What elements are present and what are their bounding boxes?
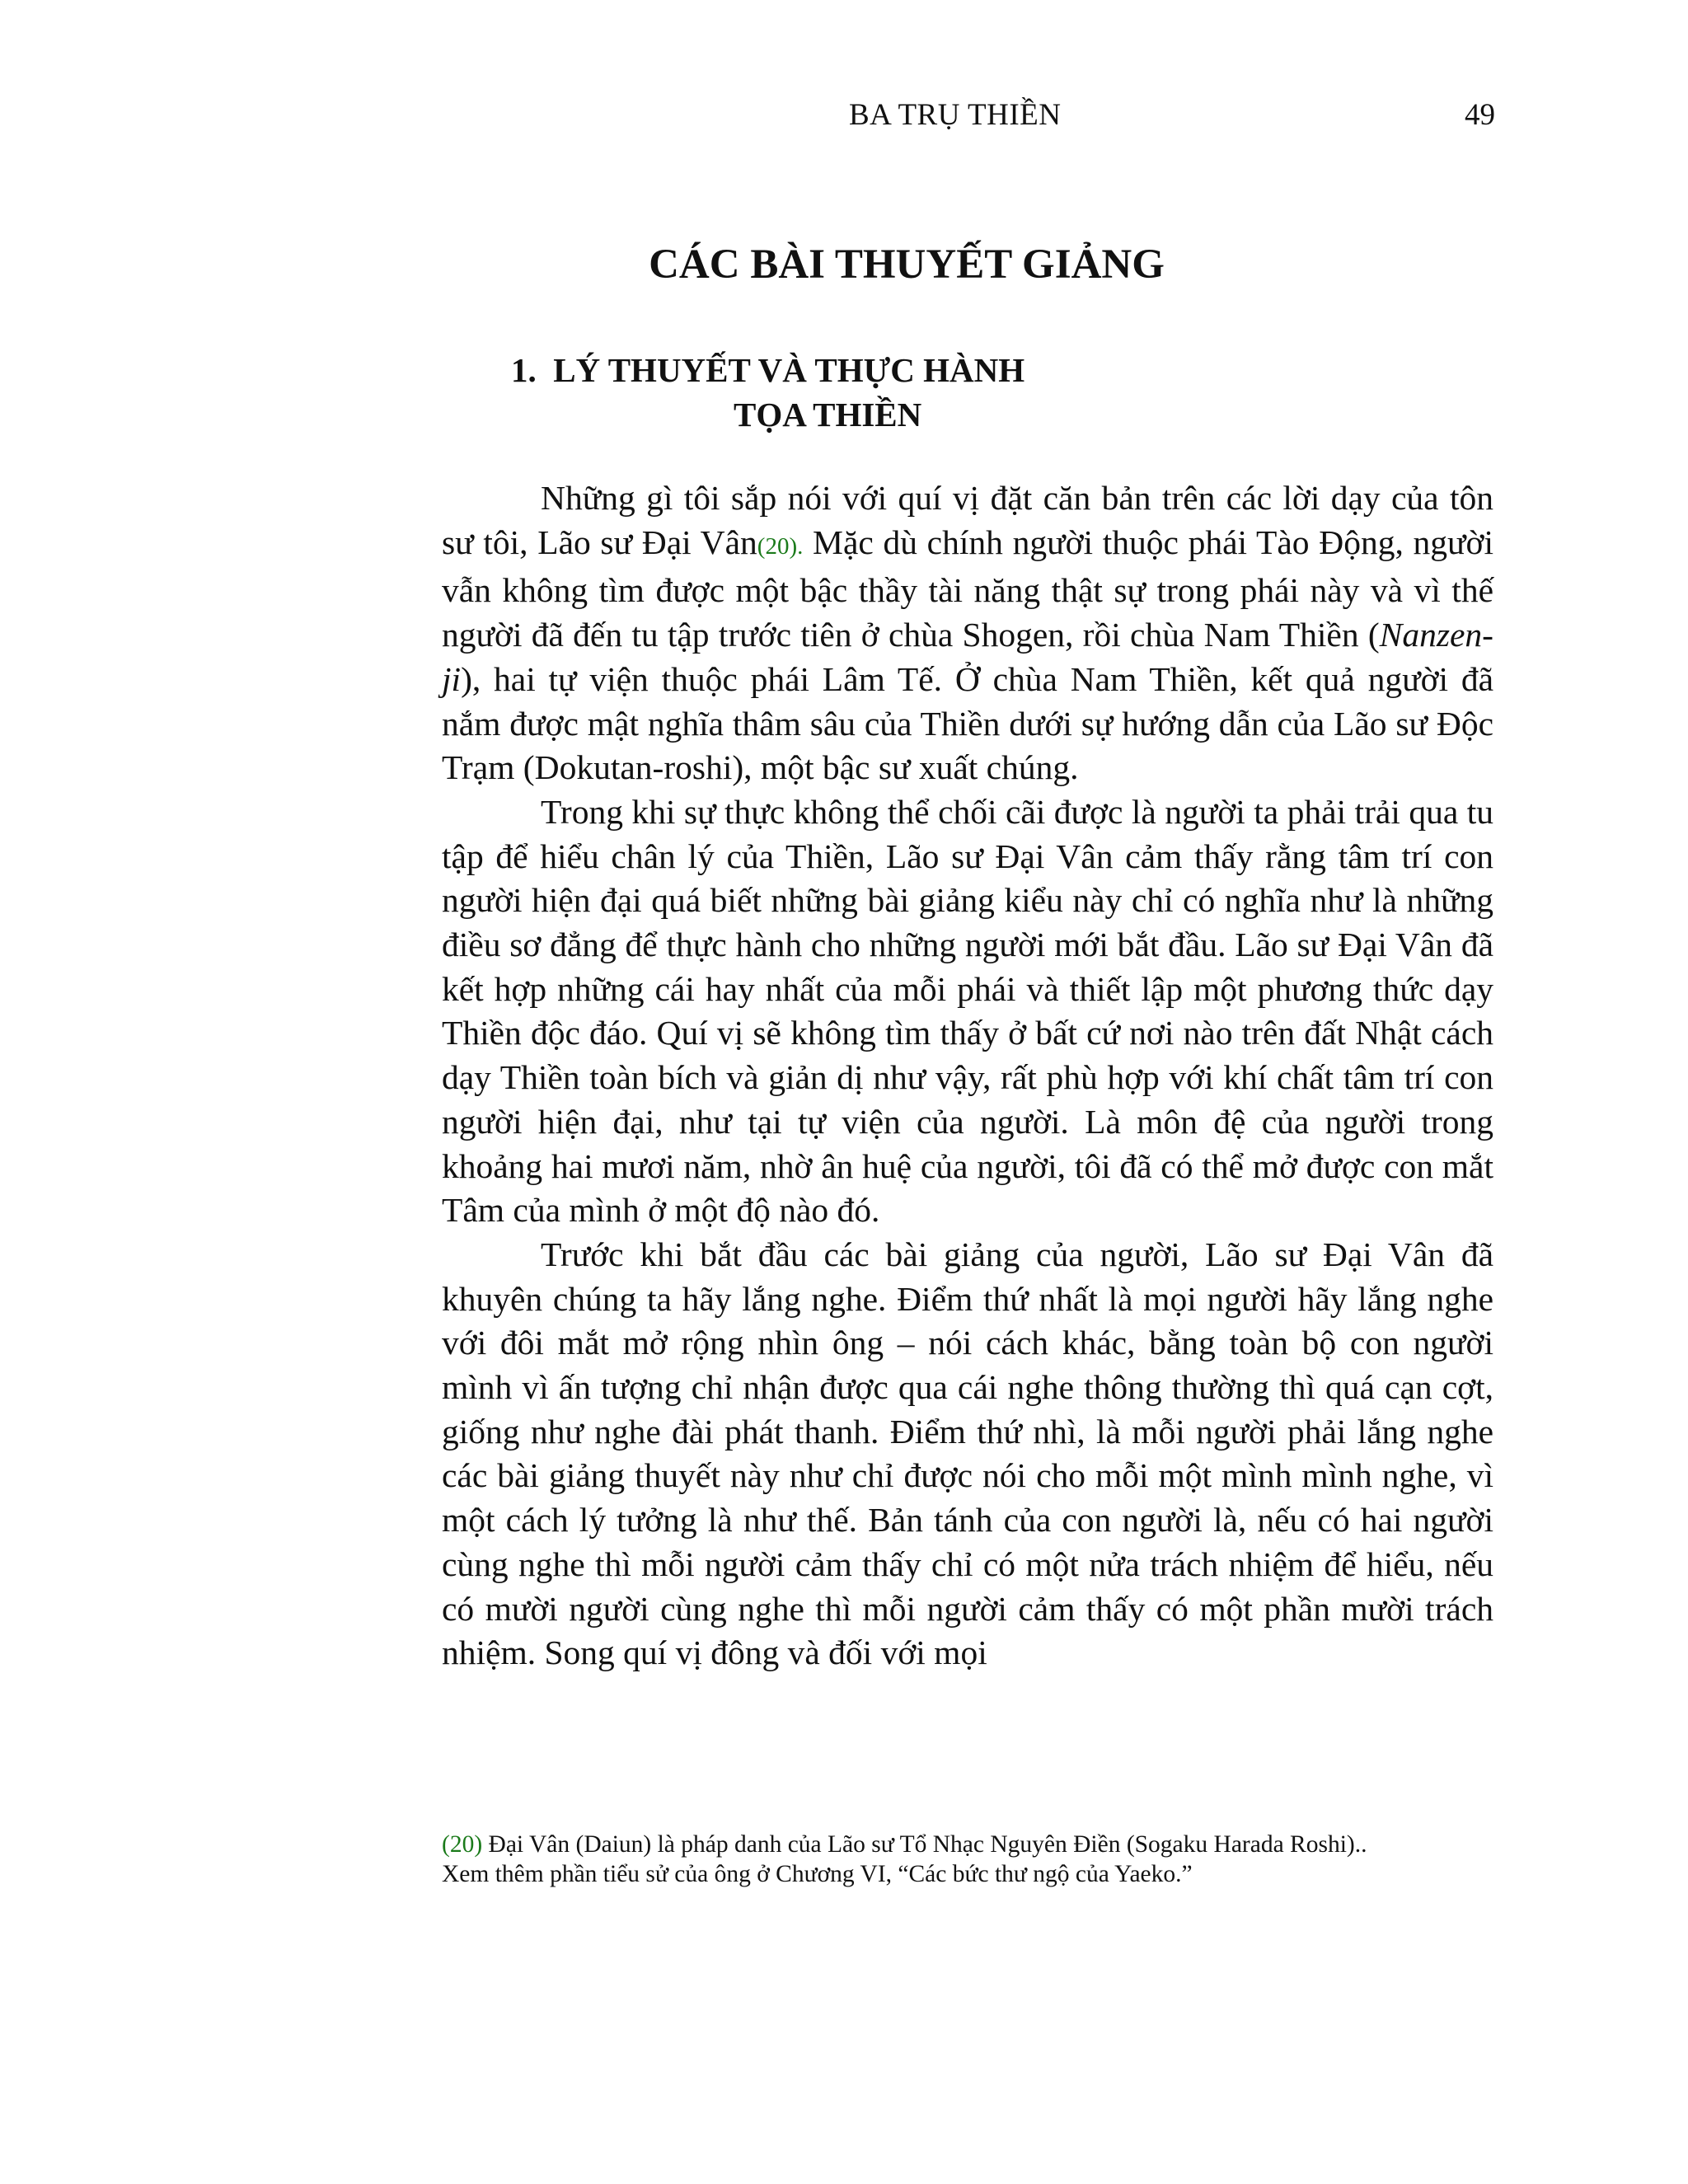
- body-text: [442, 476, 1493, 1675]
- paragraph-3: Trước khi bắt đầu các bài giảng của người, Lão sư Đại Vân đã khuyên chúng ta hãy lắng nghe. Điểm thứ nhất là mọi người hãy lắng nghe với đôi mắt mở rộng nhìn ông – nói cách khác, bằng toàn bộ con người mình vì ấn tượng chỉ nhận được qua cái nghe thông thường thì quá cạn cợt, giống như nghe đài phát thanh. Điểm thứ nhì, là mỗi người phải lắng nghe các bài giảng thuyết này như chỉ được nói cho mỗi một mình mình nghe, vì một cách lý tưởng là như thế. Bản tánh của con người là, nếu có hai người cùng nghe thì mỗi người cảm thấy chỉ có một nửa trách nhiệm để hiểu, nếu có mười người cùng nghe thì mỗi người cảm thấy có một phần mười trách nhiệm. Song quí vị đông và đối với mọi: [442, 1235, 1493, 1672]
- page-number: 49: [1465, 98, 1495, 132]
- footnote-line1: Đại Vân (Daiun) là pháp danh của Lão sư Tổ Nhạc Nguyên Điền (Sogaku Harada Roshi)..: [482, 1831, 1367, 1858]
- running-title: BA TRỤ THIỀN: [849, 98, 1062, 132]
- footnote-reference-20[interactable]: (20).: [757, 532, 804, 560]
- paragraph-1-italic: Nanzen-ji: [442, 616, 1493, 698]
- paragraph-1-part-c: ), hai tự viện thuộc phái Lâm Tế. Ở chùa Nam Thiền, kết quả người đã nắm được mật nghĩa thâm sâu của Thiền dưới sự hướng dẫn của Lão sư Độc Trạm (Dokutan-roshi), một bậc sư xuất chúng.: [442, 659, 1493, 787]
- section-title-line1: LÝ THUYẾT VÀ THỰC HÀNH: [553, 351, 1025, 389]
- footnote: [442, 1830, 1505, 1889]
- footnote-line2: Xem thêm phần tiểu sử của ông ở Chương VI, “Các bức thư ngộ của Yaeko.”: [442, 1861, 1193, 1887]
- section-title: [511, 348, 1025, 437]
- footnote-marker: (20): [442, 1831, 483, 1858]
- section-title-line2: TỌA THIỀN: [734, 396, 922, 434]
- paragraph-1: [442, 476, 1493, 790]
- paragraph-2: Trong khi sự thực không thể chối cãi được là người ta phải trải qua tu tập để hiểu chân lý của Thiền, Lão sư Đại Vân cảm thấy rằng tâm trí con người hiện đại quá biết những bài giảng kiểu này chỉ có nghĩa như là những điều sơ đẳng để thực hành cho những người mới bắt đầu. Lão sư Đại Vân đã kết hợp những cái hay nhất của mỗi phái và thiết lập một phương thức dạy Thiền độc đáo. Quí vị sẽ không tìm thấy ở bất cứ nơi nào trên đất Nhật cách dạy Thiền toàn bích và giản dị như vậy, rất phù hợp với khí chất tâm trí con người hiện đại, như tại tự viện của người. Là môn đệ của người trong khoảng hai mươi năm, nhờ ân huệ của người, tôi đã có thể mở được con mắt Tâm của mình ở một độ nào đó.: [442, 792, 1493, 1230]
- chapter-title: CÁC BÀI THUYẾT GIẢNG: [649, 241, 1165, 288]
- section-number: 1.: [511, 351, 537, 389]
- paragraph-1-part-a: Những gì tôi sắp nói với quí vị đặt căn bản trên các lời dạy của tôn sư tôi, Lão sư Đại Vân: [442, 479, 1493, 561]
- paragraph-1-part-b: Mặc dù chính người thuộc phái Tào Động, người vẫn không tìm được một bậc thầy tài năng thật sự trong phái này và vì thế người đã đến tu tập trước tiên ở chùa Shogen, rồi chùa Nam Thiền (: [442, 523, 1493, 654]
